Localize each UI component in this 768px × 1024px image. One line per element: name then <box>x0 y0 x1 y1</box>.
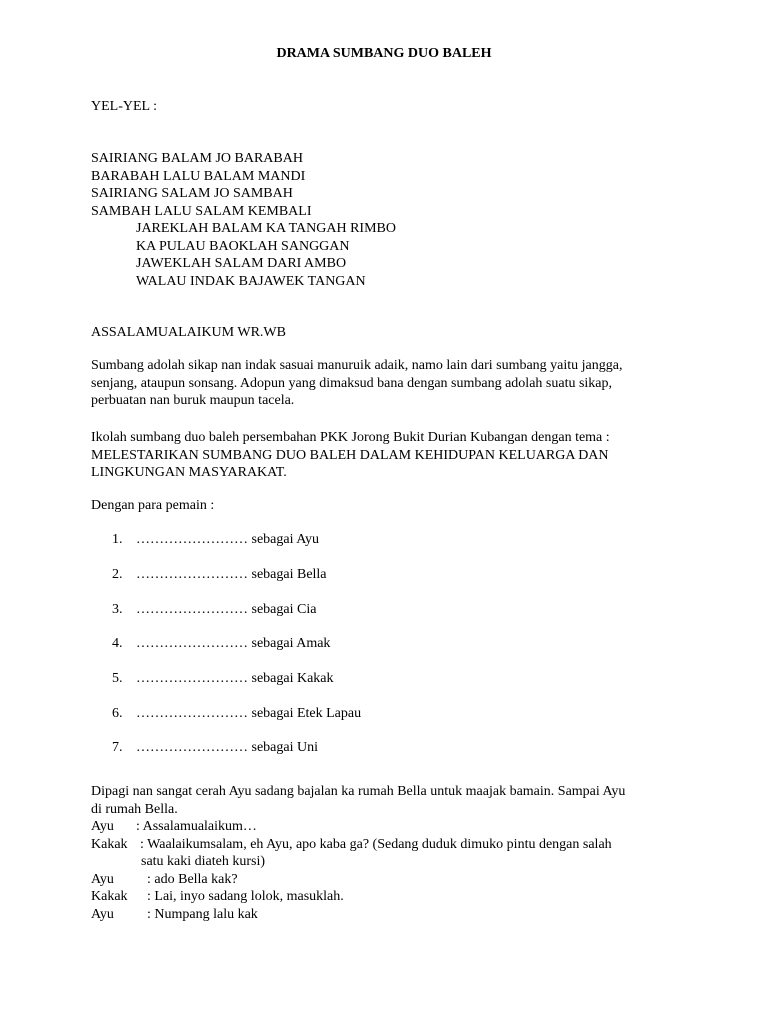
scene-block <box>91 783 686 923</box>
verse-line-indented: JAREKLAH BALAM KA TANGAH RIMBO <box>136 221 396 236</box>
cast-number: 1. <box>112 532 123 547</box>
paragraph-theme <box>91 429 681 482</box>
paragraph-line: senjang, ataupun sonsang. Adopun yang dimaksud bana dengan sumbang adolah suatu sikap, <box>91 375 613 391</box>
cast-text: …………………… sebagai Amak <box>136 636 331 651</box>
cast-number: 6. <box>112 706 123 721</box>
paragraph-line: MELESTARIKAN SUMBANG DUO BALEH DALAM KEHIDUPAN KELUARGA DAN <box>91 447 609 463</box>
verse-line: SAIRIANG BALAM JO BARABAH <box>91 151 303 166</box>
cast-intro: Dengan para pemain : <box>91 498 215 513</box>
dialogue-text: : ado Bella kak? <box>147 871 238 887</box>
verse-line: BARABAH LALU BALAM MANDI <box>91 168 306 184</box>
dialogue-line <box>91 818 686 836</box>
cast-number: 5. <box>112 671 123 686</box>
cast-item <box>112 705 612 723</box>
paragraph-line: perbuatan nan buruk maupun tacela. <box>91 393 295 408</box>
dialogue-text: : Numpang lalu kak <box>147 906 258 922</box>
cast-number: 4. <box>112 636 123 651</box>
dialogue-text: : Assalamualaikum… <box>136 819 257 834</box>
dialogue-line <box>91 871 686 889</box>
cast-number: 3. <box>112 602 123 617</box>
greeting: ASSALAMUALAIKUM WR.WB <box>91 325 286 340</box>
cast-text: …………………… sebagai Uni <box>136 740 318 755</box>
verse-line-indented: JAWEKLAH SALAM DARI AMBO <box>136 256 347 271</box>
scene-line: di rumah Bella. <box>91 801 178 817</box>
cast-text: …………………… sebagai Cia <box>136 602 317 617</box>
cast-text: …………………… sebagai Kakak <box>136 671 334 686</box>
dialogue-speaker: Ayu <box>91 871 114 887</box>
verse-block <box>91 150 691 290</box>
dialogue-speaker: Ayu <box>91 906 114 922</box>
yel-label: YEL-YEL : <box>91 99 157 114</box>
dialogue-line <box>91 888 686 906</box>
paragraph-definition <box>91 357 681 410</box>
dialogue-line <box>91 836 686 854</box>
paragraph-line: Ikolah sumbang duo baleh persembahan PKK Jorong Bukit Durian Kubangan dengan tema : <box>91 430 610 445</box>
cast-item <box>112 739 612 757</box>
dialogue-speaker: Ayu <box>91 819 114 834</box>
cast-item <box>112 635 612 653</box>
cast-item <box>112 670 612 688</box>
dialogue-speaker: Kakak <box>91 836 128 852</box>
verse-line: SAIRIANG SALAM JO SAMBAH <box>91 186 293 201</box>
cast-text: …………………… sebagai Ayu <box>136 532 320 547</box>
dialogue-continuation <box>91 853 686 871</box>
scene-line: Dipagi nan sangat cerah Ayu sadang bajalan ka rumah Bella untuk maajak bamain. Sampai Ayu <box>91 784 626 799</box>
verse-line: SAMBAH LALU SALAM KEMBALI <box>91 203 312 219</box>
dialogue-speaker: Kakak <box>91 889 128 904</box>
cast-item <box>112 566 612 584</box>
dialogue-line <box>91 906 686 924</box>
cast-item <box>112 601 612 619</box>
cast-text: …………………… sebagai Bella <box>136 567 327 582</box>
paragraph-line: LINGKUNGAN MASYARAKAT. <box>91 465 287 480</box>
cast-text: …………………… sebagai Etek Lapau <box>136 706 362 721</box>
cast-number: 2. <box>112 567 123 582</box>
verse-line-indented: KA PULAU BAOKLAH SANGGAN <box>136 238 350 254</box>
dialogue-text: : Waalaikumsalam, eh Ayu, apo kaba ga? (Sedang duduk dimuko pintu dengan salah <box>140 836 612 852</box>
verse-line-indented: WALAU INDAK BAJAWEK TANGAN <box>136 273 366 289</box>
dialogue-text: : Lai, inyo sadang lolok, masuklah. <box>147 889 344 904</box>
dialogue-text: satu kaki diateh kursi) <box>141 854 266 869</box>
cast-item <box>112 531 612 549</box>
document-title: DRAMA SUMBANG DUO BALEH <box>276 46 492 61</box>
cast-number: 7. <box>112 740 123 755</box>
paragraph-line: Sumbang adolah sikap nan indak sasuai manuruik adaik, namo lain dari sumbang yaitu jangga, <box>91 358 623 373</box>
